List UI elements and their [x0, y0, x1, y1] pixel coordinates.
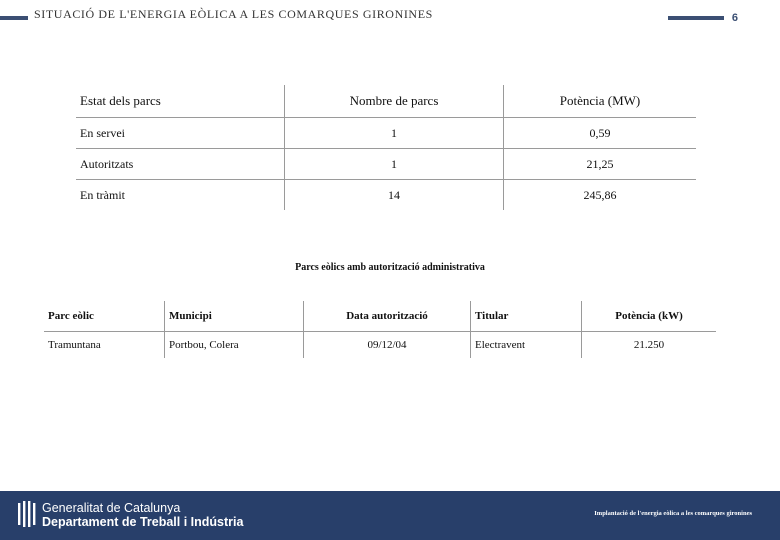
- table-cell: 21,25: [504, 149, 697, 180]
- org-name: Generalitat de Catalunya: [42, 501, 181, 515]
- column-header: Municipi: [165, 301, 304, 332]
- table-row: [76, 118, 696, 149]
- page-number: 6: [731, 12, 738, 24]
- generalitat-bars-icon: [18, 501, 36, 527]
- table-cell: 14: [285, 180, 504, 211]
- table-cell: 1: [285, 118, 504, 149]
- header-bar-right: [668, 16, 724, 20]
- table-cell: Portbou, Colera: [165, 332, 304, 359]
- table-caption: Parcs eòlics amb autorització administrativa: [295, 262, 485, 273]
- column-header: Data autorització: [304, 301, 471, 332]
- authorized-parks-table: [44, 301, 716, 358]
- page-title: SITUACIÓ DE L'ENERGIA EÒLICA A LES COMARQUES GIRONINES: [34, 7, 433, 21]
- table-cell: 0,59: [504, 118, 697, 149]
- table-cell: 09/12/04: [304, 332, 471, 359]
- column-header: Potència (kW): [582, 301, 717, 332]
- column-header: Estat dels parcs: [76, 85, 285, 118]
- footer-document-title: Implantació de l'energia eòlica a les comarques gironines: [594, 510, 752, 517]
- table-header-row: [76, 85, 696, 118]
- department-name: Departament de Treball i Indústria: [42, 515, 244, 529]
- table-cell: Autoritzats: [76, 149, 285, 180]
- column-header: Titular: [471, 301, 582, 332]
- column-header: Parc eòlic: [44, 301, 165, 332]
- column-header: Nombre de parcs: [285, 85, 504, 118]
- table-cell: Tramuntana: [44, 332, 165, 359]
- table-row: [44, 332, 716, 359]
- table-cell: 245,86: [504, 180, 697, 211]
- table-cell: 21.250: [582, 332, 717, 359]
- table-cell: Electravent: [471, 332, 582, 359]
- page-footer: [0, 491, 780, 540]
- table-cell: En servei: [76, 118, 285, 149]
- table-row: [76, 180, 696, 211]
- table-row: [76, 149, 696, 180]
- parcs-status-table: [76, 85, 696, 210]
- table-header-row: [44, 301, 716, 332]
- table-cell: 1: [285, 149, 504, 180]
- column-header: Potència (MW): [504, 85, 697, 118]
- table-cell: En tràmit: [76, 180, 285, 211]
- header-bar-left: [0, 16, 28, 20]
